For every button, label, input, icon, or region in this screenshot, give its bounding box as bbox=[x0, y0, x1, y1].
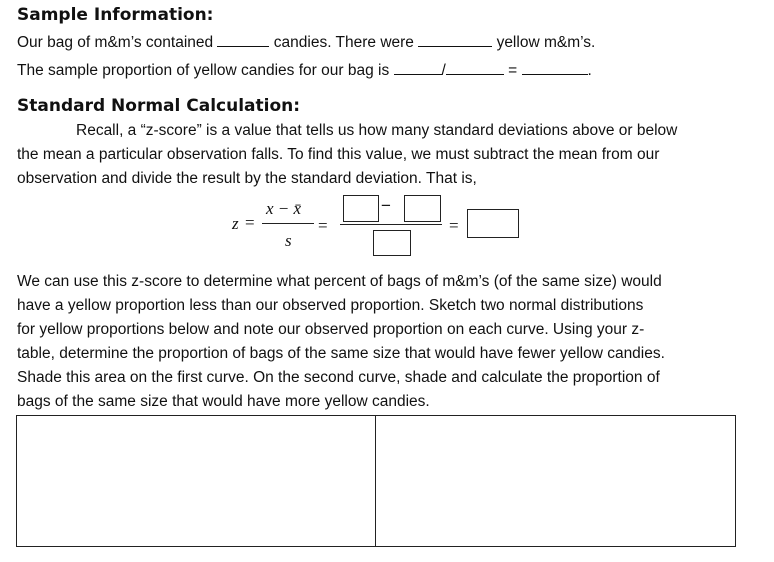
formula-z: z bbox=[232, 214, 239, 233]
line2-period: . bbox=[587, 62, 592, 79]
line1-text-b: candies. There were bbox=[273, 34, 414, 51]
formula-fraction-bar-2 bbox=[340, 224, 442, 225]
instructions-line-2: have a yellow proportion less than our observed proportion. Sketch two normal distributions bbox=[17, 297, 644, 314]
recall-line-1: Recall, a “z-score” is a value that tells us how many standard deviations above or below bbox=[76, 122, 678, 139]
proportion-result-blank[interactable] bbox=[522, 60, 588, 75]
proportion-equals: = bbox=[508, 62, 518, 79]
sample-info-line-2 bbox=[17, 60, 592, 80]
sample-info-line-1 bbox=[17, 32, 595, 52]
instructions-line-3: for yellow proportions below and note our observed proportion on each curve. Using your z- bbox=[17, 321, 645, 338]
candies-count-blank[interactable] bbox=[217, 32, 269, 47]
line1-text-a: Our bag of m&m’s contained bbox=[17, 34, 214, 51]
recall-paragraph bbox=[17, 119, 677, 191]
formula-minus: − bbox=[381, 196, 391, 215]
proportion-denominator-blank[interactable] bbox=[446, 60, 504, 75]
formula-denominator: s bbox=[285, 231, 292, 250]
line1-text-c: yellow m&m’s. bbox=[496, 34, 596, 51]
recall-line-3: observation and divide the result by the standard deviation. That is, bbox=[17, 170, 477, 187]
z-result-box[interactable] bbox=[467, 209, 519, 238]
sketch-box-more-yellow[interactable] bbox=[375, 415, 736, 547]
proportion-numerator-blank[interactable] bbox=[394, 60, 442, 75]
proportion-slash: / bbox=[441, 62, 446, 79]
instructions-line-1: We can use this z-score to determine what percent of bags of m&m’s (of the same size) would bbox=[17, 273, 662, 290]
instructions-line-6: bags of the same size that would have more yellow candies. bbox=[17, 393, 430, 410]
yellow-count-blank[interactable] bbox=[418, 32, 492, 47]
line2-text: The sample proportion of yellow candies for our bag is bbox=[17, 62, 390, 79]
standard-normal-heading: Standard Normal Calculation: bbox=[17, 96, 301, 116]
sample-info-heading: Sample Information: bbox=[17, 5, 214, 25]
formula-fraction-bar-1 bbox=[262, 223, 314, 224]
formula-equals-3: = bbox=[449, 216, 459, 235]
formula-numerator: x − x̄ bbox=[266, 199, 302, 218]
mean-box[interactable] bbox=[404, 195, 441, 222]
recall-line-2: the mean a particular observation falls. To find this value, we must subtract the mean from our bbox=[17, 146, 660, 163]
formula-equals-1: = bbox=[245, 213, 255, 232]
instructions-line-4: table, determine the proportion of bags of the same size that would have fewer yellow candies. bbox=[17, 345, 665, 362]
instructions-paragraph bbox=[17, 270, 665, 414]
std-dev-box[interactable] bbox=[373, 230, 411, 256]
instructions-line-5: Shade this area on the first curve. On the second curve, shade and calculate the proportion of bbox=[17, 369, 660, 386]
formula-equals-2: = bbox=[318, 216, 328, 235]
sketch-box-fewer-yellow[interactable] bbox=[16, 415, 376, 547]
observation-box[interactable] bbox=[343, 195, 379, 222]
